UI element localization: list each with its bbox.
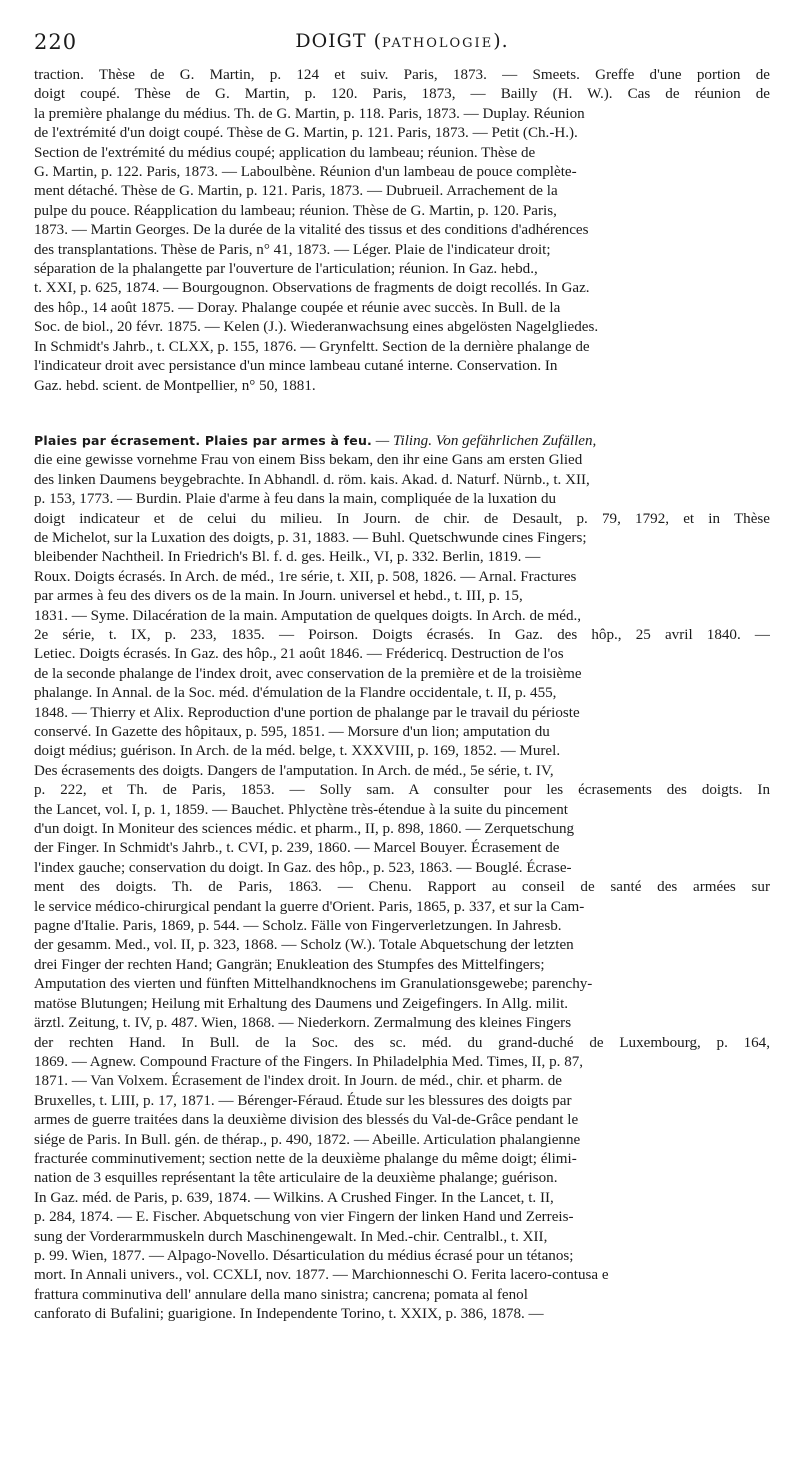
text-line: nation de 3 esquilles représentant la tête articulaire de la deuxième phalange; guérison. bbox=[34, 1170, 558, 1187]
page-header bbox=[34, 26, 770, 66]
section-heading: Plaies par écrasement. Plaies par armes à feu. bbox=[34, 432, 372, 448]
text-line: doigt médius; guérison. In Arch. de la méd. belge, t. XXXVIII, p. 169, 1852. — Murel. bbox=[34, 743, 561, 760]
text-line: der gesamm. Med., vol. II, p. 323, 1868. — Scholz (W.). Totale Abquetschung der letzten bbox=[34, 937, 574, 954]
text-line: des hôp., 14 août 1875. — Doray. Phalange coupée et réunie avec succès. In Bull. de la bbox=[34, 299, 561, 316]
text-line: 1871. — Van Volxem. Écrasement de l'index droit. In Journ. de méd., chir. et pharm. de bbox=[34, 1073, 562, 1090]
text-line: de Michelot, sur la Luxation des doigts, p. 31, 1883. — Buhl. Quetschwunde cines Fingers; bbox=[34, 529, 587, 546]
text-line: de l'extrémité d'un doigt coupé. Thèse de G. Martin, p. 121. Paris, 1873. — Petit (Ch.-H.). bbox=[34, 125, 578, 142]
text-line: drei Finger der rechten Hand; Gangrän; Enukleation des Stumpfes des Mittelfingers; bbox=[34, 956, 545, 973]
text-line: der rechten Hand. In Bull. de la Soc. des sc. méd. du grand-duché de Luxembourg, p. 164, bbox=[34, 1034, 770, 1051]
text-line: G. Martin, p. 122. Paris, 1873. — Laboulbène. Réunion d'un lambeau de pouce complète- bbox=[34, 164, 577, 181]
text-line: phalange. In Annal. de la Soc. méd. d'émulation de la Flandre occidentale, t. II, p. 455, bbox=[34, 685, 557, 702]
text-line: siége de Paris. In Bull. gén. de thérap., p. 490, 1872. — Abeille. Articulation phalangienne bbox=[34, 1131, 581, 1148]
text-line: 2e série, t. IX, p. 233, 1835. — Poirson. Doigts écrasés. In Gaz. des hôp., 25 avril 1840. — bbox=[34, 626, 770, 643]
text-line: 1848. — Thierry et Alix. Reproduction d'une portion de phalange par le travail du périoste bbox=[34, 704, 580, 721]
text-line: ärztl. Zeitung, t. IV, p. 487. Wien, 1868. — Niederkorn. Zermalmung des kleines Fingers bbox=[34, 1015, 572, 1032]
paragraph-2-first-line bbox=[34, 431, 770, 451]
text-line: par armes à feu des divers os de la main. In Journ. universel et hebd., t. III, p. 15, bbox=[34, 588, 523, 605]
running-head bbox=[34, 30, 770, 52]
text-line: 1869. — Agnew. Compound Fracture of the Fingers. In Philadelphia Med. Times, II, p. 87, bbox=[34, 1053, 584, 1070]
text-line: l'index gauche; conservation du doigt. In Gaz. des hôp., p. 523, 1863. — Bouglé. Écrase- bbox=[34, 859, 572, 876]
text-line: conservé. In Gazette des hôpitaux, p. 595, 1851. — Morsure d'un lion; amputation du bbox=[34, 724, 550, 740]
text-line: traction. Thèse de G. Martin, p. 124 et suiv. Paris, 1873. — Smeets. Greffe d'une portion de bbox=[34, 67, 770, 83]
text-line: pulpe du pouce. Réapplication du lambeau; réunion. Thèse de G. Martin, p. 120. Paris, bbox=[34, 202, 557, 219]
text-line: Des écrasements des doigts. Dangers de l'amputation. In Arch. de méd., 5e série, t. IV, bbox=[34, 762, 554, 779]
text-line: des transplantations. Thèse de Paris, n° 41, 1873. — Léger. Plaie de l'indicateur droit; bbox=[34, 241, 551, 258]
text-line: de la seconde phalange de l'index droit, avec conservation de la première et de la troisième bbox=[34, 665, 582, 682]
text-line: 1873. — Martin Georges. De la durée de la vitalité des tissus et des conditions d'adhérences bbox=[34, 222, 589, 239]
text-line: armes de guerre traitées dans la deuxième division des blessés du Val-de-Grâce pendant le bbox=[34, 1112, 579, 1129]
text-line: Soc. de biol., 20 févr. 1875. — Kelen (J.). Wiederanwachsung eines abgelösten Nagelgliedes. bbox=[34, 319, 599, 336]
text-line: Bruxelles, t. LIII, p. 17, 1871. — Bérenger-Féraud. Étude sur les blessures des doigts par bbox=[34, 1092, 572, 1109]
bibliography-paragraph-2 bbox=[34, 431, 770, 1325]
text-line: bleibender Nachtheil. In Friedrich's Bl. f. d. ges. Heilk., VI, p. 332. Berlin, 1819. — bbox=[34, 549, 541, 566]
text-line: fracturée comminutivement; section nette de la deuxième phalange du même doigt; élimi- bbox=[34, 1150, 577, 1167]
text-line: matöse Blutungen; Heilung mit Erhaltung des Daumens und Zeigefingers. In Allg. milit. bbox=[34, 995, 569, 1012]
text-line: In Gaz. méd. de Paris, p. 639, 1874. — Wilkins. A Crushed Finger. In the Lancet, t. II, bbox=[34, 1189, 554, 1206]
text-line: le service médico-chirurgical pendant la guerre d'Orient. Paris, 1865, p. 337, et sur la Cam- bbox=[34, 898, 585, 915]
section-heading-rest: — Tiling. Von gefährlichen Zufällen, bbox=[372, 432, 597, 449]
text-line: 1831. — Syme. Dilacération de la main. Amputation de quelques doigts. In Arch. de méd., bbox=[34, 607, 582, 624]
text-line: séparation de la phalangette par l'ouverture de l'articulation; réunion. In Gaz. hebd., bbox=[34, 261, 538, 278]
text-line: sung der Vorderarmmuskeln durch Maschinengewalt. In Med.-chir. Centralbl., t. XII, bbox=[34, 1228, 548, 1245]
text-line: Roux. Doigts écrasés. In Arch. de méd., 1re série, t. XII, p. 508, 1826. — Arnal. Fractures bbox=[34, 568, 577, 585]
text-line: ment des doigts. Th. de Paris, 1863. — Chenu. Rapport au conseil de santé des armées sur bbox=[34, 879, 770, 896]
text-line: the Lancet, vol. I, p. 1, 1859. — Bauchet. Phlyctène très-étendue à la suite du pincement bbox=[34, 801, 568, 818]
text-line: d'un doigt. In Moniteur des sciences médic. et pharm., II, p. 898, 1860. — Zerquetschung bbox=[34, 821, 575, 838]
text-line: Gaz. hebd. scient. de Montpellier, n° 50, 1881. bbox=[34, 377, 316, 394]
text-line: die eine gewisse vornehme Frau von einem Biss bekam, den ihr eine Gans am ersten Glied bbox=[34, 452, 583, 469]
text-line: la première phalange du médius. Th. de G. Martin, p. 118. Paris, 1873. — Duplay. Réunion bbox=[34, 105, 585, 122]
text-line: frattura comminutiva dell' annulare della mano sinistra; cancrena; pomata al fenol bbox=[34, 1286, 528, 1303]
text-line: Amputation des vierten und fünften Mittelhandknochens im Granulationsgewebe; parenchy- bbox=[34, 976, 593, 993]
paragraph-gap bbox=[34, 396, 770, 431]
text-line: pagne d'Italie. Paris, 1869, p. 544. — Scholz. Fälle von Fingerverletzungen. In Jahresb. bbox=[34, 918, 562, 935]
bibliography-paragraph-1 bbox=[34, 66, 770, 396]
page-number: 220 bbox=[34, 30, 78, 54]
text-line: p. 222, et Th. de Paris, 1853. — Solly sam. A consulter pour les écrasements des doigts. In bbox=[34, 782, 770, 799]
text-line: canforato di Bufalini; guarigione. In Independente Torino, t. XXIX, p. 386, 1878. — bbox=[34, 1306, 544, 1323]
text-line: des linken Daumens beygebrachte. In Abhandl. d. röm. kais. Akad. d. Naturf. Nürnb., t. XII, bbox=[34, 471, 590, 488]
running-head-subject: PATHOLOGIE bbox=[381, 36, 494, 51]
running-head-end: ). bbox=[493, 30, 509, 52]
page bbox=[34, 26, 770, 1325]
text-line: Letiec. Doigts écrasés. In Gaz. des hôp., 21 août 1846. — Frédericq. Destruction de l'os bbox=[34, 646, 564, 663]
text-line: Section de l'extrémité du médius coupé; application du lambeau; réunion. Thèse de bbox=[34, 144, 536, 161]
running-head-main: DOIGT ( bbox=[295, 30, 382, 52]
text-line: doigt indicateur et de celui du milieu. In Journ. de chir. de Desault, p. 79, 1792, et in Thèse bbox=[34, 510, 770, 527]
text-line: doigt coupé. Thèse de G. Martin, p. 120. Paris, 1873, — Bailly (H. W.). Cas de réunion de bbox=[34, 86, 770, 103]
text-line: p. 99. Wien, 1877. — Alpago-Novello. Désarticulation du médius écrasé pour un tétanos; bbox=[34, 1247, 574, 1264]
text-line: p. 284, 1874. — E. Fischer. Abquetschung von vier Fingern der linken Hand und Zerreis- bbox=[34, 1209, 574, 1226]
text-line: p. 153, 1773. — Burdin. Plaie d'arme à feu dans la main, compliquée de la luxation du bbox=[34, 491, 557, 508]
text-line: In Schmidt's Jahrb., t. CLXX, p. 155, 1876. — Grynfeltt. Section de la dernière phalange de bbox=[34, 338, 590, 355]
text-line: t. XXI, p. 625, 1874. — Bourgougnon. Observations de fragments de doigt recollés. In Gaz. bbox=[34, 280, 590, 297]
text-line: mort. In Annali univers., vol. CCXLI, nov. 1877. — Marchionneschi O. Ferita lacero-contusa e bbox=[34, 1267, 609, 1284]
text-line: l'indicateur droit avec persistance d'un mince lambeau cutané interne. Conservation. In bbox=[34, 358, 558, 375]
text-line: der Finger. In Schmidt's Jahrb., t. CVI, p. 239, 1860. — Marcel Bouyer. Écrasement de bbox=[34, 840, 560, 857]
text-line: ment détaché. Thèse de G. Martin, p. 121. Paris, 1873. — Dubrueil. Arrachement de la bbox=[34, 183, 558, 200]
